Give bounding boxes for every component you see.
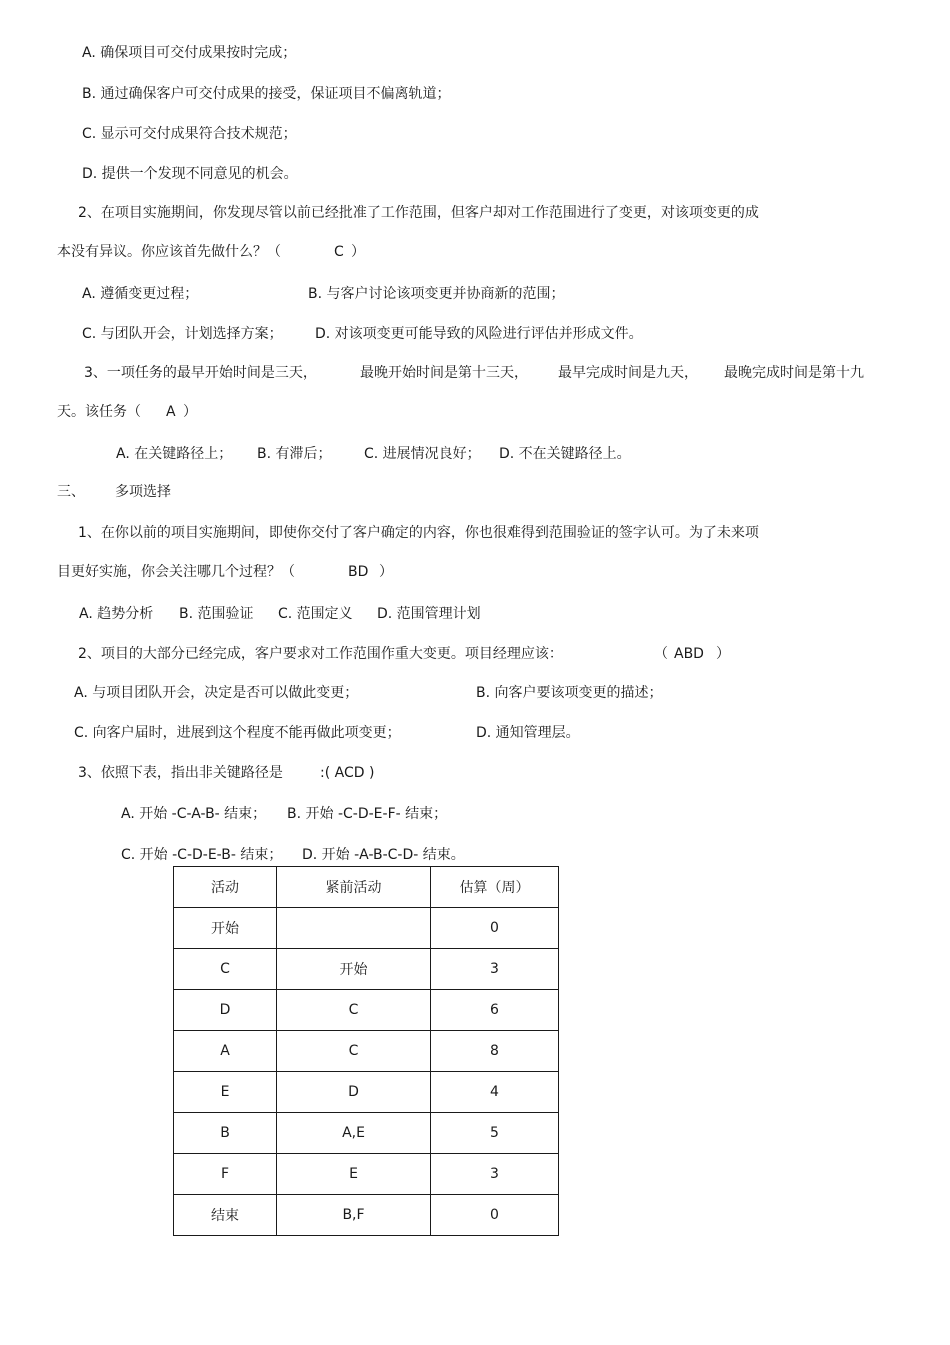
q2-option-d: D. 对该项变更可能导致的风险进行评估并形成文件。 bbox=[315, 326, 643, 342]
m2-open-paren: （ bbox=[654, 646, 668, 662]
q3-part4: 最晚完成时间是第十九 bbox=[724, 365, 864, 381]
table-row bbox=[174, 1113, 559, 1154]
cell-activity: E bbox=[174, 1072, 277, 1113]
activity-table bbox=[173, 866, 559, 1236]
q1-option-b: B. 通过确保客户可交付成果的接受，保证项目不偏离轨道； bbox=[82, 86, 451, 102]
m3-option-d: D. 开始 -A-B-C-D- 结束。 bbox=[302, 847, 465, 863]
section-number: 三、 bbox=[57, 484, 85, 500]
q1-option-c: C. 显示可交付成果符合技术规范； bbox=[82, 126, 297, 142]
m2-prompt: 2、项目的大部分已经完成，客户要求对工作范围作重大变更。项目经理应该： bbox=[78, 646, 563, 662]
cell-predecessor: C bbox=[277, 990, 431, 1031]
m1-option-c: C. 范围定义 bbox=[278, 606, 353, 622]
m2-option-d: D. 通知管理层。 bbox=[476, 725, 580, 741]
q3-close-paren: ） bbox=[183, 404, 197, 420]
q3-option-d: D. 不在关键路径上。 bbox=[499, 446, 631, 462]
cell-predecessor: D bbox=[277, 1072, 431, 1113]
table-row bbox=[174, 949, 559, 990]
table-row bbox=[174, 990, 559, 1031]
cell-estimate: 3 bbox=[431, 949, 559, 990]
cell-predecessor: C bbox=[277, 1031, 431, 1072]
m1-answer: BD bbox=[348, 564, 369, 580]
m3-prompt: 3、依照下表，指出非关键路径是 bbox=[78, 765, 283, 781]
cell-estimate: 8 bbox=[431, 1031, 559, 1072]
q3-part2: 最晚开始时间是第十三天， bbox=[360, 365, 528, 381]
q3-option-a: A. 在关键路径上； bbox=[116, 446, 233, 462]
q2-answer: C bbox=[334, 244, 344, 260]
cell-activity: C bbox=[174, 949, 277, 990]
cell-estimate: 4 bbox=[431, 1072, 559, 1113]
q3-option-c: C. 进展情况良好； bbox=[364, 446, 481, 462]
q3-part1: 3、一项任务的最早开始时间是三天， bbox=[84, 365, 317, 381]
table-row bbox=[174, 1154, 559, 1195]
header-activity: 活动 bbox=[174, 867, 277, 908]
header-estimate: 估算（周） bbox=[431, 867, 559, 908]
q3-prompt: 天。该任务（ bbox=[57, 404, 141, 420]
cell-activity: 结束 bbox=[174, 1195, 277, 1236]
cell-estimate: 6 bbox=[431, 990, 559, 1031]
q2-option-b: B. 与客户讨论该项变更并协商新的范围； bbox=[308, 286, 565, 302]
m1-text-line1: 1、在你以前的项目实施期间，即使你交付了客户确定的内容，你也很难得到范围验证的签字认可。为了未来项 bbox=[78, 525, 759, 541]
m2-option-c: C. 向客户届时，进展到这个程度不能再做此项变更； bbox=[74, 725, 401, 741]
cell-activity: B bbox=[174, 1113, 277, 1154]
m2-option-a: A. 与项目团队开会，决定是否可以做此变更； bbox=[74, 685, 359, 701]
section-title: 多项选择 bbox=[115, 484, 171, 500]
table-row bbox=[174, 1031, 559, 1072]
cell-estimate: 0 bbox=[431, 1195, 559, 1236]
cell-predecessor: A,E bbox=[277, 1113, 431, 1154]
cell-predecessor: B,F bbox=[277, 1195, 431, 1236]
q2-text-line1: 2、在项目实施期间，你发现尽管以前已经批准了工作范围，但客户却对工作范围进行了变更，对该项变更的成 bbox=[78, 205, 759, 221]
m2-option-b: B. 向客户要该项变更的描述； bbox=[476, 685, 663, 701]
m3-answer: :( ACD ) bbox=[320, 765, 375, 781]
cell-predecessor bbox=[277, 908, 431, 949]
q1-option-d: D. 提供一个发现不同意见的机会。 bbox=[82, 166, 298, 182]
q2-close-paren: ） bbox=[351, 244, 365, 260]
cell-activity: 开始 bbox=[174, 908, 277, 949]
q2-option-a: A. 遵循变更过程； bbox=[82, 286, 199, 302]
m3-option-c: C. 开始 -C-D-E-B- 结束； bbox=[121, 847, 283, 863]
q2-option-c: C. 与团队开会，计划选择方案； bbox=[82, 326, 283, 342]
cell-estimate: 0 bbox=[431, 908, 559, 949]
header-predecessor: 紧前活动 bbox=[277, 867, 431, 908]
m1-option-d: D. 范围管理计划 bbox=[377, 606, 481, 622]
m2-answer: ABD bbox=[674, 646, 704, 662]
cell-estimate: 3 bbox=[431, 1154, 559, 1195]
m3-option-a: A. 开始 -C-A-B- 结束； bbox=[121, 806, 267, 822]
cell-activity: F bbox=[174, 1154, 277, 1195]
cell-predecessor: 开始 bbox=[277, 949, 431, 990]
m3-option-b: B. 开始 -C-D-E-F- 结束； bbox=[287, 806, 448, 822]
m1-close-paren: ） bbox=[379, 564, 393, 580]
table-row bbox=[174, 908, 559, 949]
cell-predecessor: E bbox=[277, 1154, 431, 1195]
cell-activity: A bbox=[174, 1031, 277, 1072]
m1-prompt: 目更好实施，你会关注哪几个过程？（ bbox=[57, 564, 295, 580]
m1-option-b: B. 范围验证 bbox=[179, 606, 254, 622]
table-row bbox=[174, 1072, 559, 1113]
table-header-row bbox=[174, 867, 559, 908]
q3-part3: 最早完成时间是九天， bbox=[558, 365, 698, 381]
q1-option-a: A. 确保项目可交付成果按时完成； bbox=[82, 45, 297, 61]
cell-estimate: 5 bbox=[431, 1113, 559, 1154]
m1-option-a: A. 趋势分析 bbox=[79, 606, 154, 622]
q3-option-b: B. 有滞后； bbox=[257, 446, 332, 462]
table-row bbox=[174, 1195, 559, 1236]
q2-prompt: 本没有异议。你应该首先做什么？（ bbox=[57, 244, 281, 260]
cell-activity: D bbox=[174, 990, 277, 1031]
m2-close-paren: ） bbox=[716, 646, 730, 662]
q3-answer: A bbox=[166, 404, 176, 420]
